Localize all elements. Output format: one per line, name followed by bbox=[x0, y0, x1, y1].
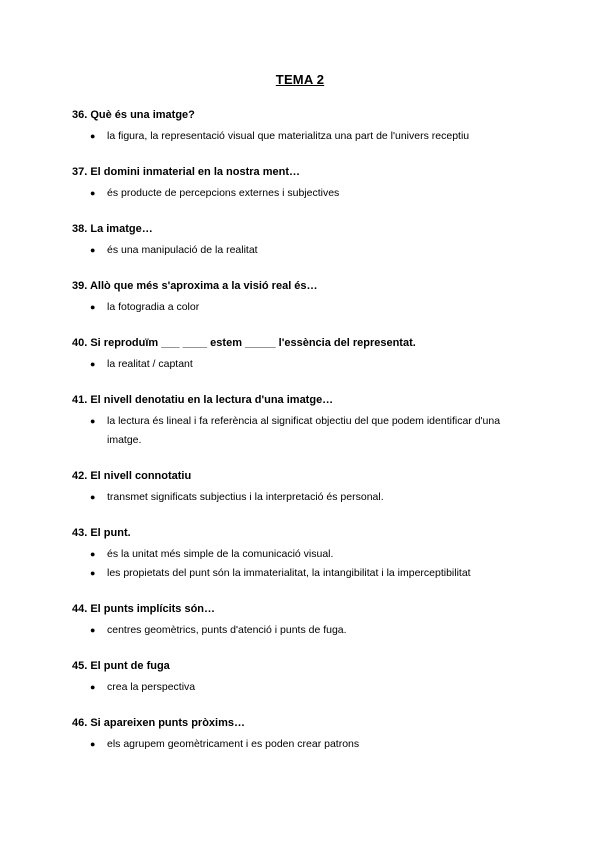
answer-text: la lectura és lineal i fa referència al significat objectiu del que podem identificar d'una imatge. bbox=[107, 415, 501, 446]
question-block bbox=[72, 336, 528, 374]
answer-list bbox=[72, 621, 528, 640]
question-list bbox=[72, 108, 528, 754]
answer-list bbox=[72, 735, 528, 754]
answer-text: crea la perspectiva bbox=[107, 681, 196, 693]
question-block bbox=[72, 469, 528, 507]
question-text: 39. Allò que més s'aproxima a la visió real és… bbox=[72, 280, 318, 292]
question-text: 46. Si apareixen punts pròxims… bbox=[72, 717, 246, 729]
answer-item bbox=[72, 488, 528, 507]
answer-text: és una manipulació de la realitat bbox=[107, 244, 258, 256]
answer-list bbox=[72, 241, 528, 260]
answer-text: és la unitat més simple de la comunicació visual. bbox=[107, 548, 334, 560]
bullet-icon: ● bbox=[90, 245, 96, 255]
answer-item bbox=[72, 412, 528, 450]
question-block bbox=[72, 659, 528, 697]
question-block bbox=[72, 526, 528, 583]
bullet-icon: ● bbox=[90, 549, 96, 559]
bullet-icon: ● bbox=[90, 359, 96, 369]
answer-text: la realitat / captant bbox=[107, 358, 193, 370]
question-text: 42. El nivell connotatiu bbox=[72, 470, 192, 482]
answer-text: la fotogradia a color bbox=[107, 301, 200, 313]
answer-text: la figura, la representació visual que materialitza una part de l'univers receptiu bbox=[107, 130, 470, 142]
bullet-icon: ● bbox=[90, 568, 96, 578]
bullet-icon: ● bbox=[90, 416, 96, 426]
answer-item bbox=[72, 127, 528, 146]
answer-item bbox=[72, 735, 528, 754]
answer-item bbox=[72, 621, 528, 640]
bullet-icon: ● bbox=[90, 682, 96, 692]
answer-list bbox=[72, 127, 528, 146]
question-text: 37. El domini inmaterial en la nostra ment… bbox=[72, 166, 301, 178]
bullet-icon: ● bbox=[90, 492, 96, 502]
answer-list bbox=[72, 412, 528, 450]
answer-item bbox=[72, 184, 528, 203]
question-block bbox=[72, 279, 528, 317]
question-text: 45. El punt de fuga bbox=[72, 660, 170, 672]
answer-list bbox=[72, 355, 528, 374]
answer-item bbox=[72, 298, 528, 317]
question-text: 40. Si reproduïm ___ ____ estem _____ l'essència del representat. bbox=[72, 337, 416, 349]
bullet-icon: ● bbox=[90, 131, 96, 141]
answer-list bbox=[72, 545, 528, 583]
question-block bbox=[72, 393, 528, 450]
question-text: 44. El punts implícits són… bbox=[72, 603, 216, 615]
answer-text: els agrupem geomètricament i es poden crear patrons bbox=[107, 738, 360, 750]
bullet-icon: ● bbox=[90, 302, 96, 312]
answer-text: centres geomètrics, punts d'atenció i punts de fuga. bbox=[107, 624, 347, 636]
bullet-icon: ● bbox=[90, 739, 96, 749]
question-block bbox=[72, 165, 528, 203]
answer-text: és producte de percepcions externes i subjectives bbox=[107, 187, 340, 199]
bullet-icon: ● bbox=[90, 625, 96, 635]
answer-item bbox=[72, 678, 528, 697]
question-text: 43. El punt. bbox=[72, 527, 131, 539]
answer-text: les propietats del punt són la immaterialitat, la intangibilitat i la imperceptibilitat bbox=[107, 567, 471, 579]
answer-text: transmet significats subjectius i la interpretació és personal. bbox=[107, 491, 384, 503]
answer-list bbox=[72, 298, 528, 317]
answer-list bbox=[72, 678, 528, 697]
answer-item bbox=[72, 564, 528, 583]
question-text: 38. La imatge… bbox=[72, 223, 153, 235]
answer-item bbox=[72, 355, 528, 374]
question-text: 36. Què és una imatge? bbox=[72, 109, 195, 121]
question-block bbox=[72, 716, 528, 754]
page-title: TEMA 2 bbox=[275, 72, 325, 87]
question-block bbox=[72, 602, 528, 640]
answer-list bbox=[72, 184, 528, 203]
question-block bbox=[72, 222, 528, 260]
question-block bbox=[72, 108, 528, 146]
bullet-icon: ● bbox=[90, 188, 96, 198]
question-text: 41. El nivell denotatiu en la lectura d'una imatge… bbox=[72, 394, 334, 406]
answer-list bbox=[72, 488, 528, 507]
answer-item bbox=[72, 545, 528, 564]
answer-item bbox=[72, 241, 528, 260]
